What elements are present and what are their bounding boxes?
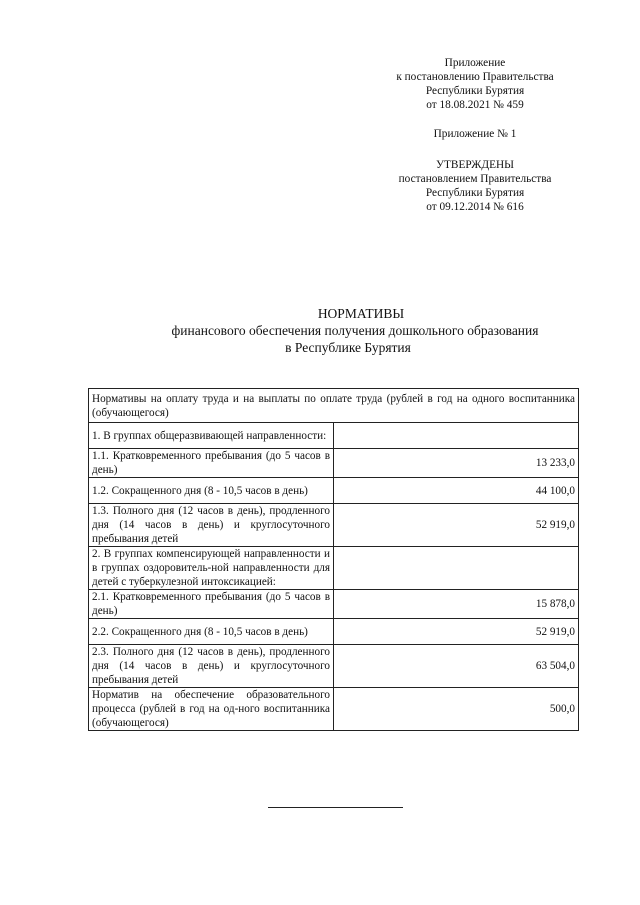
approval-line-4: от 18.08.2021 № 459 <box>426 99 524 111</box>
table-row <box>89 504 579 547</box>
row-text: 2.3. Полного дня (12 часов в день), продленного дня (14 часов в день) и круглосуточного пребывания детей <box>89 645 334 688</box>
row-value: 52 919,0 <box>334 504 579 547</box>
norms-table <box>88 388 579 731</box>
row-text: 2. В группах компенсирующей направленности и в группах оздоровитель-ной направленности для детей с туберкулезной интоксикацией: <box>89 547 334 590</box>
row-text: Нормативы на оплату труда и на выплаты по оплате труда (рублей в год на одного воспитанника (обучающегося) <box>89 389 579 423</box>
table-row <box>89 590 579 619</box>
table-row <box>89 423 579 449</box>
approval-header <box>360 56 590 112</box>
approved-line-2: постановлением Правительства <box>398 173 552 185</box>
approved-line-4: от 09.12.2014 № 616 <box>426 201 524 213</box>
approval-line-3: Республики Бурятия <box>425 85 525 97</box>
table-row <box>89 619 579 645</box>
footer-divider <box>268 807 403 808</box>
table-row <box>89 389 579 423</box>
row-text: 1.2. Сокращенного дня (8 - 10,5 часов в день) <box>89 478 334 504</box>
appendix-number: Приложение № 1 <box>433 128 517 140</box>
row-text: Норматив на обеспечение образовательного процесса (рублей в год на од-ного воспитанника (обучающегося) <box>89 688 334 731</box>
row-text: 1.1. Кратковременного пребывания (до 5 часов в день) <box>89 449 334 478</box>
row-value: 500,0 <box>334 688 579 731</box>
row-value: 52 919,0 <box>334 619 579 645</box>
row-text: 1. В группах общеразвивающей направленности: <box>89 423 334 449</box>
row-value: 44 100,0 <box>334 478 579 504</box>
title-line-1: финансового обеспечения получения дошкольного образования <box>171 323 539 338</box>
approval-line-2: к постановлению Правительства <box>396 71 554 83</box>
row-text: 2.1. Кратковременного пребывания (до 5 часов в день) <box>89 590 334 619</box>
row-value <box>334 423 579 449</box>
row-text: 2.2. Сокращенного дня (8 - 10,5 часов в день) <box>89 619 334 645</box>
document-title <box>0 305 640 356</box>
approved-line-1: УТВЕРЖДЕНЫ <box>436 159 514 171</box>
approval-line-1: Приложение <box>444 57 506 69</box>
row-text: 1.3. Полного дня (12 часов в день), продленного дня (14 часов в день) и круглосуточного пребывания детей <box>89 504 334 547</box>
table-row <box>89 645 579 688</box>
table-row <box>89 478 579 504</box>
table-row <box>89 449 579 478</box>
table-row <box>89 688 579 731</box>
row-value: 13 233,0 <box>334 449 579 478</box>
row-value <box>334 547 579 590</box>
title-line-2: в Республике Бурятия <box>285 340 411 355</box>
approved-line-3: Республики Бурятия <box>425 187 525 199</box>
appendix-number-block <box>360 127 590 141</box>
row-value: 63 504,0 <box>334 645 579 688</box>
table-row <box>89 547 579 590</box>
approved-header <box>360 158 590 214</box>
row-value: 15 878,0 <box>334 590 579 619</box>
title-main: НОРМАТИВЫ <box>317 306 405 321</box>
